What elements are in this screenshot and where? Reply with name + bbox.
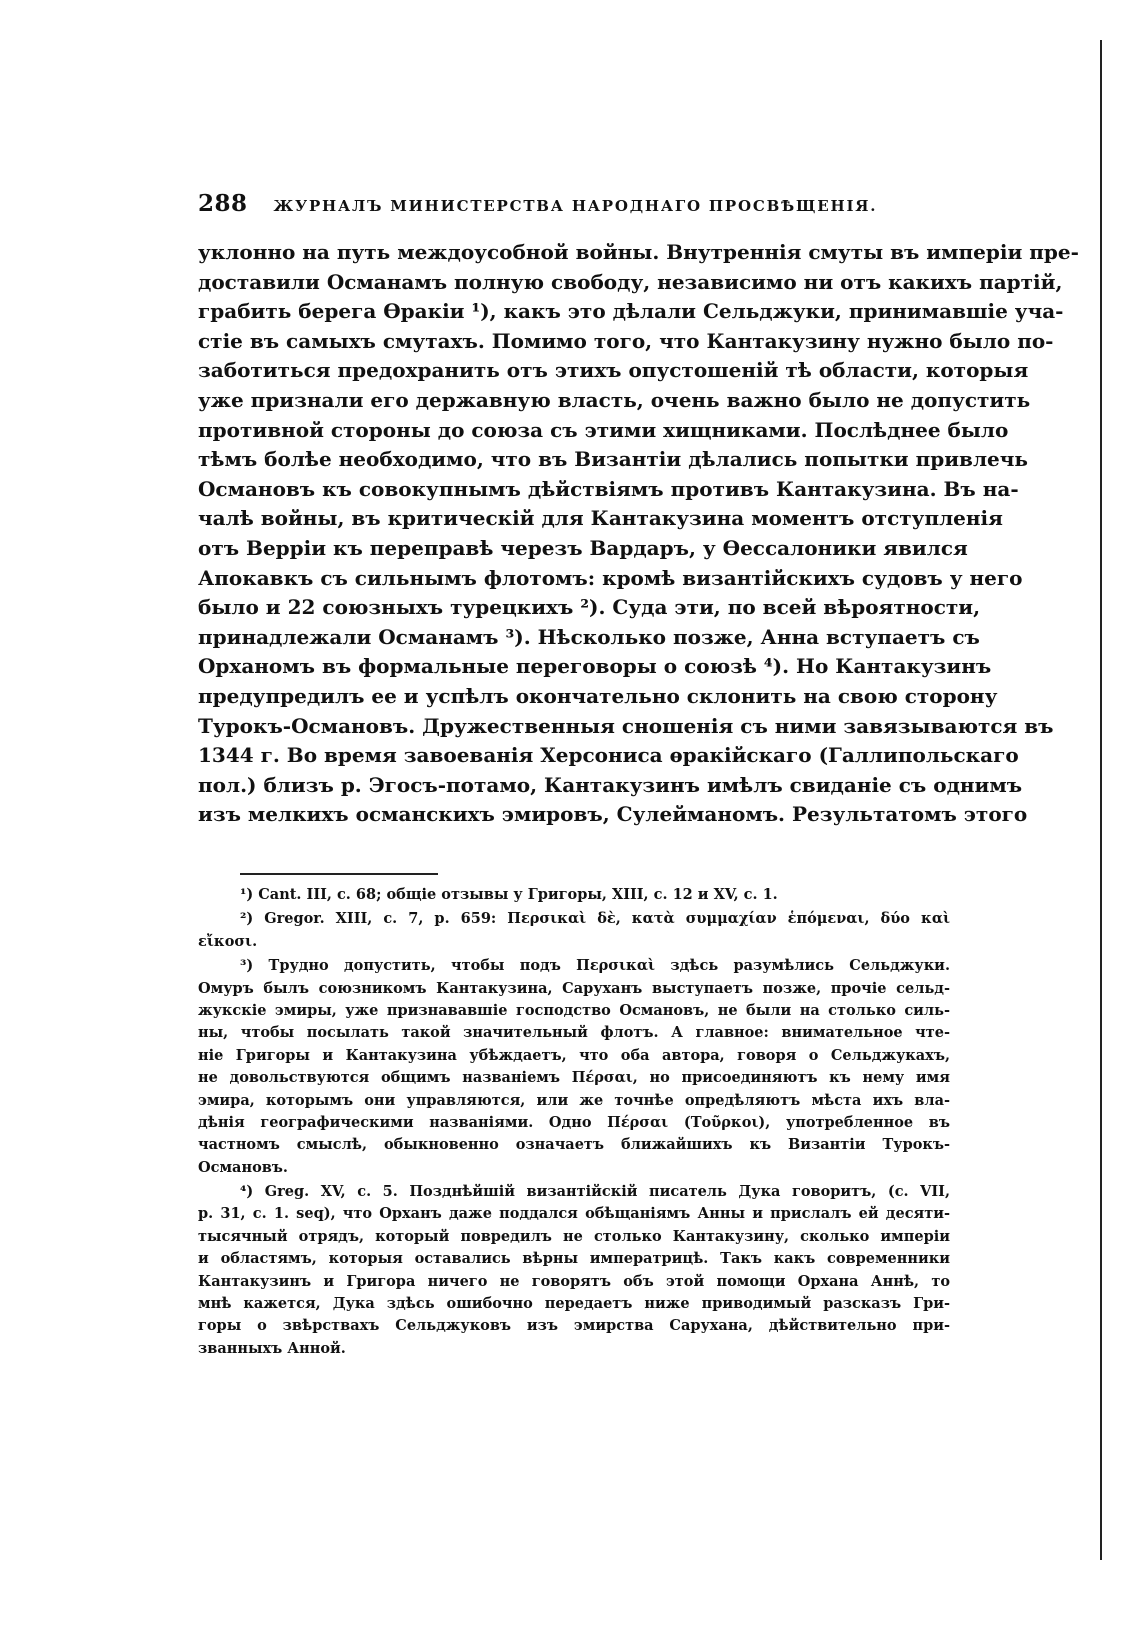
running-head-title: ЖУРНАЛЪ МИНИСТЕРСТВА НАРОДНАГО ПРОСВѢЩЕНІЯ.: [273, 197, 878, 215]
footnote-line: тысячный отрядъ, который повредилъ не столько Кантакузину, сколько имперіи: [198, 1227, 950, 1245]
body-line: Турокъ-Османовъ. Дружественныя сношенія съ ними завязываются въ: [198, 713, 1054, 738]
footnote-line: эмира, которымъ они управляются, или же точнѣе опредѣляютъ мѣста ихъ вла-: [198, 1091, 950, 1109]
body-line: 1344 г. Во время завоеванія Херсониса ѳракійскаго (Галлипольскаго: [198, 743, 1019, 768]
footnote-line: ²) Gregor. XIII, c. 7, p. 659: Περσικαὶ δὲ, κατὰ συμμαχίαν ἑπόμεναι, δύο καὶ: [240, 910, 950, 928]
page-edge-line: [1100, 40, 1102, 1560]
footnote-line: p. 31, c. 1. seq), что Орханъ даже поддался обѣщаніямъ Анны и прислалъ ей десяти-: [198, 1205, 950, 1223]
footnote-line: мнѣ кажется, Дука здѣсь ошибочно передаетъ ниже приводимый разсказъ Гри-: [198, 1295, 950, 1313]
body-line: стіе въ самыхъ смутахъ. Помимо того, что Кантакузину нужно было по-: [198, 328, 1054, 353]
footnote-line: и областямъ, которыя оставались вѣрны императрицѣ. Такъ какъ современники: [198, 1250, 950, 1268]
footnote-line: εἴκοσι.: [198, 932, 258, 950]
footnote-3: [198, 955, 950, 1179]
footnote-line: ³) Трудно допустить, чтобы подъ Περσικαὶ здѣсь разумѣлись Сельджуки.: [240, 957, 950, 975]
footnote-line: ніе Григоры и Кантакузина убѣждаетъ, что оба автора, говоря о Сельджукахъ,: [198, 1046, 950, 1064]
body-line: пол.) близъ р. Эгосъ-потамо, Кантакузинъ имѣлъ свиданіе съ однимъ: [198, 772, 1023, 797]
body-line: принадлежали Османамъ ³). Нѣсколько позже, Анна вступаетъ съ: [198, 624, 980, 649]
body-line: противной стороны до союза съ этими хищниками. Послѣднее было: [198, 417, 1009, 442]
body-line: грабить берега Ѳракіи ¹), какъ это дѣлали Сельджуки, принимавшіе уча-: [198, 299, 1064, 324]
body-line: Апокавкъ съ сильнымъ флотомъ: кромѣ византійскихъ судовъ у него: [198, 565, 1023, 590]
body-line: Орханомъ въ формальные переговоры о союзѣ ⁴). Но Кантакузинъ: [198, 654, 992, 679]
body-line: уклонно на путь междоусобной войны. Внутреннія смуты въ имперіи пре-: [198, 240, 1079, 264]
body-line: отъ Верріи къ переправѣ черезъ Вардаръ, у Ѳессалоники явился: [198, 535, 968, 560]
footnote-line: ны, чтобы посылать такой значительный флотъ. А главное: внимательное чте-: [198, 1024, 950, 1042]
footnote-line: ¹) Cant. III, c. 68; общіе отзывы у Григоры, XIII, c. 12 и XV, c. 1.: [240, 886, 778, 903]
footnote-line: частномъ смыслѣ, обыкновенно означаетъ ближайшихъ къ Византіи Турокъ-: [198, 1136, 950, 1154]
footnote-line: Омуръ былъ союзникомъ Кантакузина, Саруханъ выступаетъ позже, прочіе сельд-: [198, 979, 950, 997]
footnote-separator: [240, 873, 438, 875]
footnote-line: Османовъ.: [198, 1158, 288, 1176]
body-line: уже признали его державную власть, очень важно было не допустить: [198, 387, 1031, 412]
body-line: изъ мелкихъ османскихъ эмировъ, Сулейманомъ. Результатомъ этого: [198, 802, 1028, 827]
body-line: чалѣ войны, въ критическій для Кантакузина моментъ отступленія: [198, 506, 1003, 531]
main-text: [198, 238, 1079, 830]
footnote-line: жукскіе эмиры, уже признававшіе господство Османовъ, не были на столько силь-: [198, 1001, 950, 1019]
footnote-line: Кантакузинъ и Григора ничего не говорятъ объ этой помощи Орхана Аннѣ, то: [198, 1272, 950, 1290]
footnote-4: [198, 1181, 950, 1360]
body-line: предупредилъ ее и успѣлъ окончательно склонить на свою сторону: [198, 683, 998, 708]
body-line: тѣмъ болѣе необходимо, что въ Византіи дѣлались попытки привлечь: [198, 447, 1028, 472]
body-line: доставили Османамъ полную свободу, независимо ни отъ какихъ партій,: [198, 269, 1063, 294]
footnote-line: званныхъ Анной.: [198, 1339, 346, 1357]
running-header: [198, 190, 948, 220]
page-number: 288: [198, 190, 248, 217]
footnote-1: [198, 884, 950, 906]
footnote-line: не довольствуются общимъ названіемъ Πέρσαι, но присоединяютъ къ нему имя: [198, 1069, 950, 1087]
footnotes: [198, 884, 950, 1362]
footnote-line: горы о звѣрствахъ Сельджуковъ изъ эмирства Сарухана, дѣйствительно при-: [198, 1317, 950, 1335]
body-line: было и 22 союзныхъ турецкихъ ²). Суда эти, по всей вѣроятности,: [198, 595, 981, 620]
footnote-2: [198, 908, 950, 953]
body-line: Османовъ къ совокупнымъ дѣйствіямъ противъ Кантакузина. Въ на-: [198, 476, 1019, 501]
body-line: заботиться предохранить отъ этихъ опустошеній тѣ области, которыя: [198, 358, 1029, 383]
footnote-line: ⁴) Greg. XV, c. 5. Позднѣйшій византійскій писатель Дука говоритъ, (c. VII,: [240, 1183, 950, 1201]
footnote-line: дѣнія географическими названіями. Одно Πέρσαι (Τοῦρκοι), употребленное въ: [198, 1113, 950, 1131]
